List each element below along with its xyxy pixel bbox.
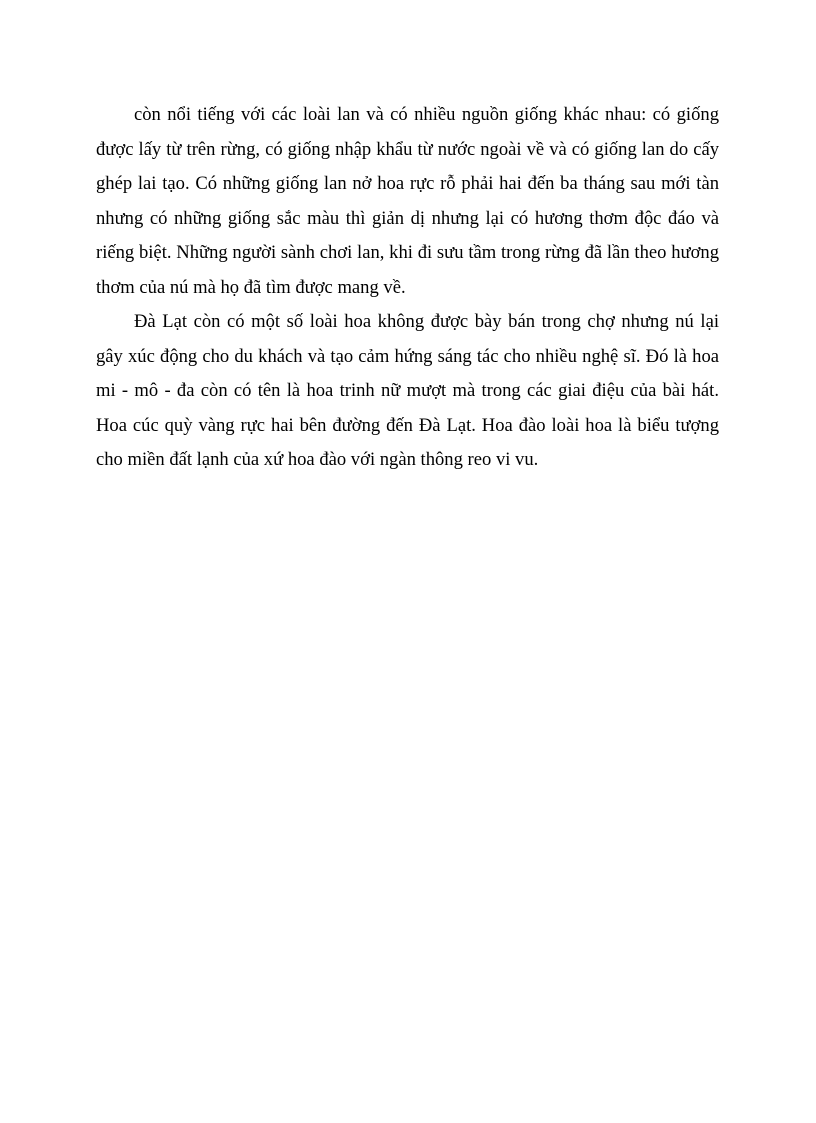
paragraph-wild-flowers: Đà Lạt còn có một số loài hoa không được bày bán trong chợ nhưng nú lại gây xúc động cho du khách và tạo cảm hứng sáng tác cho nhiều nghệ sĩ. Đó là hoa mi - mô - đa còn có tên là hoa trinh nữ mượt mà trong các giai điệu của bài hát. Hoa cúc quỳ vàng rực hai bên đường đến Đà Lạt. Hoa đào loài hoa là biểu tượng cho miền đất lạnh của xứ hoa đào với ngàn thông reo vi vu. (96, 311, 719, 470)
body-text (96, 98, 719, 478)
paragraph-orchids: còn nổi tiếng với các loài lan và có nhiều nguồn giống khác nhau: có giống được lấy từ trên rừng, có giống nhập khẩu từ nước ngoài về và có giống lan do cấy ghép lai tạo. Có những giống lan nở hoa rực rỗ phải hai đến ba tháng sau mới tàn nhưng có những giống sắc màu thì giản dị nhưng lại có hương thơm độc đáo và riếng biệt. Những người sành chơi lan, khi đi sưu tầm trong rừng đã lần theo hương thơm của nú mà họ đã tìm được mang về. (96, 104, 719, 298)
